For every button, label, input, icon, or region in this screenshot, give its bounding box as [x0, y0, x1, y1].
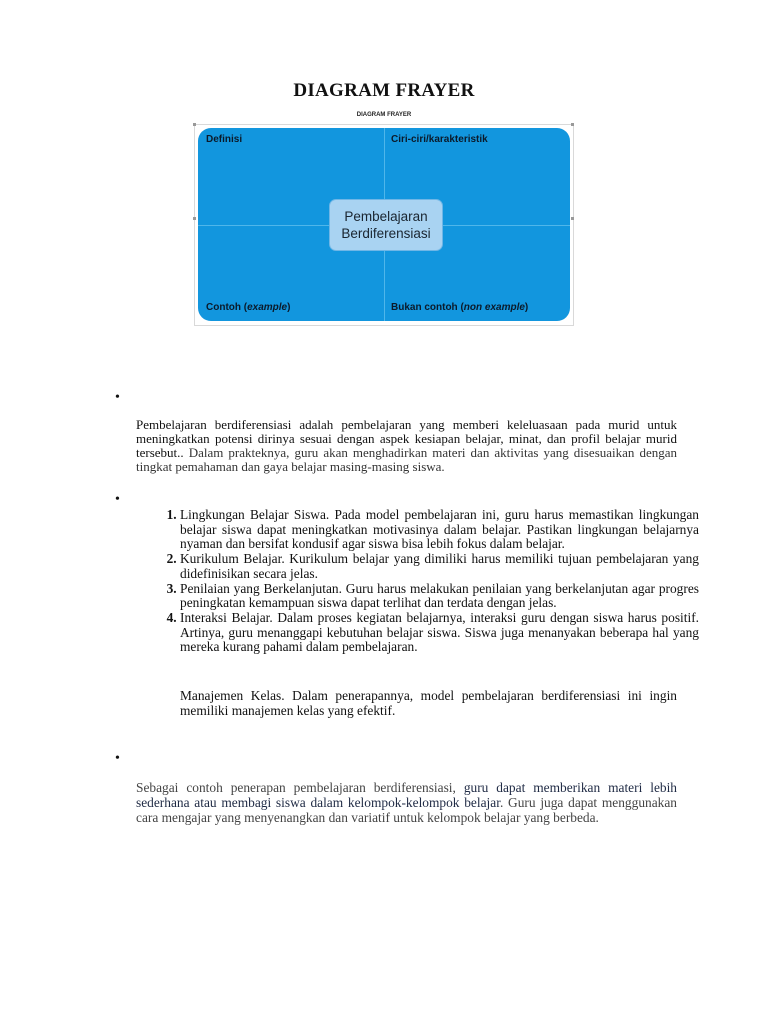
highlighted-text: guru dapat memberikan materi lebih sederhana atau membagi siswa dalam kelompok-kelompok belajar — [136, 780, 677, 810]
frayer-diagram-image — [194, 112, 574, 326]
document-title: DIAGRAM FRAYER — [293, 80, 475, 101]
quadrant-definisi: Definisi — [206, 134, 243, 145]
bullet-point: • — [115, 390, 120, 405]
list-item: 3. Penilaian yang Berkelanjutan. Guru harus melakukan penilaian yang berkelanjutan agar progres peningkatan kemampuan siswa dapat terlihat dan terdata dengan jelas. — [180, 582, 699, 611]
frayer-caption: DIAGRAM FRAYER — [356, 112, 412, 118]
bullet-point: • — [115, 751, 120, 766]
resize-handle — [571, 217, 574, 220]
paragraph-definition: Pembelajaran berdiferensiasi adalah pembelajaran yang memberi keleluasaan pada murid untuk meningkatkan potensi dirinya sesuai dengan aspek kesiapan belajar, minat, dan profil belajar murid tersebut.. Dalam prakteknya, guru akan menghadirkan materi dan aktivitas yang disesuaikan dengan tingkat pemahaman dan gaya belajar masing-masing siswa. — [136, 417, 677, 474]
resize-handle — [193, 217, 196, 220]
quadrant-ciri-ciri: Ciri-ciri/karakteristik — [391, 134, 488, 145]
characteristics-list — [158, 508, 699, 655]
frayer-center-concept — [329, 199, 443, 251]
quadrant-contoh: Contoh (example) — [206, 302, 291, 313]
paragraph-example: Sebagai contoh penerapan pembelajaran berdiferensiasi, guru dapat memberikan materi lebih sederhana atau membagi siswa dalam kelompok-kelompok belajar. Guru juga dapat menggunakan cara mengajar yang menyenangkan dan variatif untuk kelompok belajar yang berbeda. — [136, 780, 677, 825]
center-line-2: Berdiferensiasi — [341, 226, 431, 241]
quadrant-bukan-contoh: Bukan contoh (non example) — [391, 302, 529, 313]
list-item: 1. Lingkungan Belajar Siswa. Pada model pembelajaran ini, guru harus memastikan lingkungan belajar siswa dapat meningkatkan motivasinya dalam belajar. Pastikan lingkungan belajarnya nyaman dan bersifat kondusif agar siswa bisa lebih fokus dalam belajar. — [180, 508, 699, 552]
frayer-quadrants — [198, 128, 570, 321]
list-item: 4. Interaksi Belajar. Dalam proses kegiatan belajarnya, interaksi guru dengan siswa harus positif. Artinya, guru menanggapi kebutuhan belajar siswa. Siswa juga menanyakan beberapa hal yang mereka kurang pahami dalam pembelajaran. — [180, 611, 699, 655]
list-item-unnumbered: Manajemen Kelas. Dalam penerapannya, model pembelajaran berdiferensiasi ini ingin memiliki manajemen kelas yang efektif. — [180, 688, 677, 718]
bullet-point: • — [115, 492, 120, 507]
center-line-1: Pembelajaran — [344, 209, 428, 224]
list-item: 2. Kurikulum Belajar. Kurikulum belajar yang dimiliki harus memiliki tujuan pembelajaran yang didefinisikan secara jelas. — [180, 552, 699, 581]
resize-handle — [193, 123, 196, 126]
resize-handle — [571, 123, 574, 126]
